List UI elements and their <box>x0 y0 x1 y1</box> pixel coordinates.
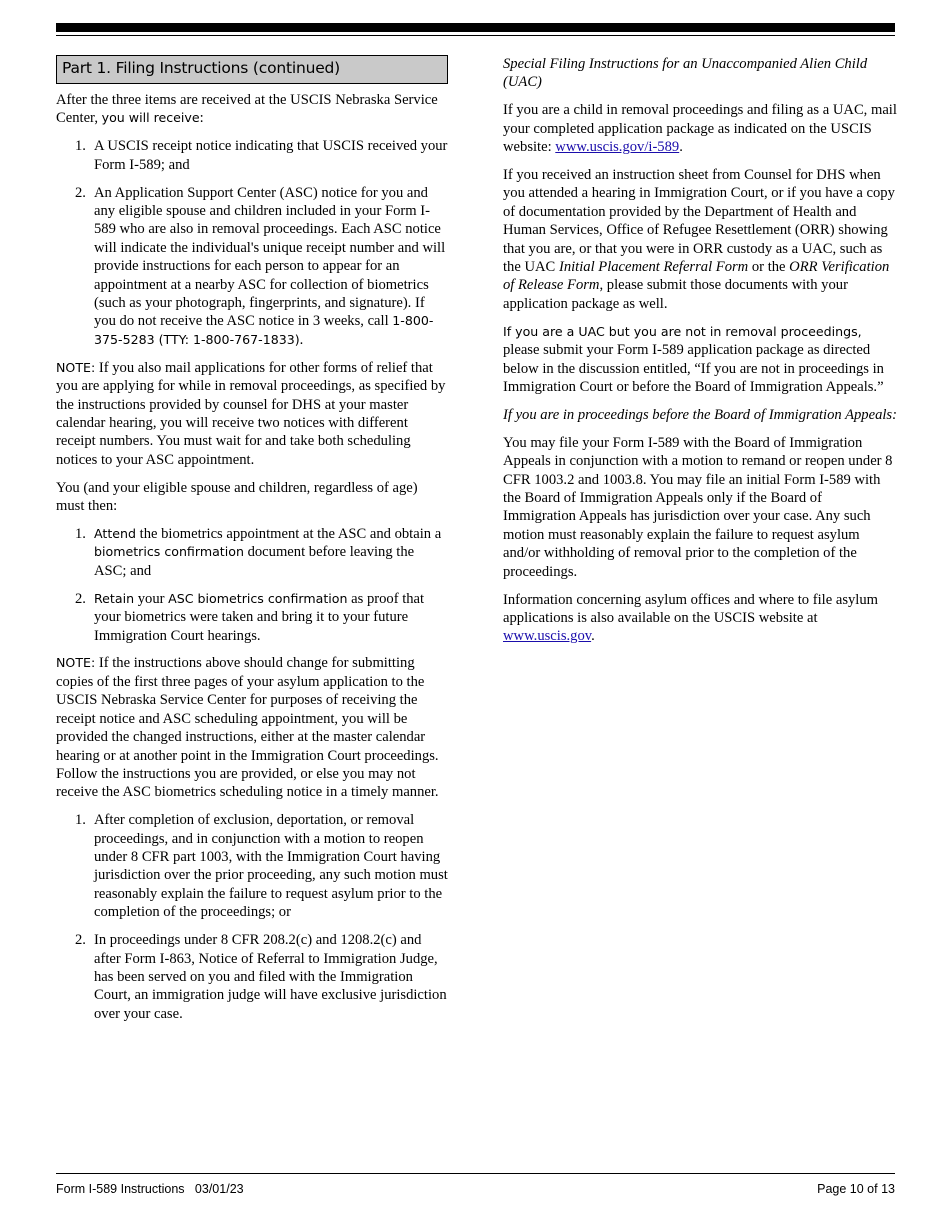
must-then-paragraph: You (and your eligible spouse and children, regardless of age) must then: <box>56 479 418 515</box>
uac-not-in-proceedings-paragraph: If you are a UAC but you are not in removal proceedings, please submit your Form I-589 application package as directed below in the discussion entitled, “If you are not in proceedings in Immigration Court or before the Board of Immigration Appeals.” <box>503 323 884 395</box>
top-thick-rule <box>56 23 895 32</box>
list-item: 2. Retain your ASC biometrics confirmation as proof that your biometrics were taken and bring it to your future Immigration Court hearings. <box>75 590 425 644</box>
uac-documentation-paragraph: If you received an instruction sheet from Counsel for DHS when you attended a hearing in Immigration Court, or if you have a copy of documentation provided by the Department of Health and Human Services, Office of Refugee Resettlement (ORR) showing that you are, or that you were in ORR custody as a UAC, such as the UAC Initial Placement Referral Form or the ORR Verification of Release Form, please submit those documents with your application package as well. <box>503 167 895 312</box>
footer-form-label: Form I-589 Instructions 03/01/23 <box>56 1182 244 1196</box>
asc-phone: 1-800-375-5283 (TTY: 1-800-767-1833) <box>94 313 434 347</box>
info-paragraph: Information concerning asylum offices and where to file asylum applications is also available on the USCIS website at www.uscis.gov. <box>503 591 878 645</box>
list-item: 2. An Application Support Center (ASC) notice for you and any eligible spouse and children included in your Form I-589 who are also in removal proceedings. Each ASC notice will indicate the individual's unique receipt number and will provide instructions for each person to appear for an appointment at a nearby ASC for collection of biometrics (such as your photograph, fingerprints, and signature). If you do not receive the ASC notice in 3 weeks, call 1-800-375-5283 (TTY: 1-800-767-1833). <box>75 184 446 348</box>
footer-rule <box>56 1173 895 1174</box>
receipt-list <box>56 137 448 349</box>
intro-paragraph: After the three items are received at the USCIS Nebraska Service Center, you will receive: <box>56 92 438 127</box>
uac-heading: Special Filing Instructions for an Unaccompanied Alien Child (UAC) <box>503 56 868 91</box>
list-item: 1. After completion of exclusion, deportation, or removal proceedings, and in conjunction with a motion to reopen under 8 CFR part 1003, with the Immigration Court having jurisdiction over the prior proceeding, any such motion must reasonably explain the failure to request asylum prior to the completion of the proceedings; or <box>75 812 448 921</box>
footer-page-number: Page 10 of 13 <box>817 1182 895 1196</box>
uscis-i589-link[interactable]: www.uscis.gov/i-589 <box>555 139 680 156</box>
top-thin-rule <box>56 35 895 36</box>
note-paragraph: NOTE: If the instructions above should change for submitting copies of the first three pages of your asylum application to the USCIS Nebraska Service Center for purposes of receiving the receipt notice and ASC scheduling appointment, you will be provided the changed instructions, either at the master calendar hearing or at another point in the Immigration Court proceedings. Follow the instructions you are provided, or else you may not receive the ASC biometrics scheduling notice in a timely manner. <box>56 655 439 801</box>
right-column <box>503 55 897 655</box>
note-paragraph: NOTE: If you also mail applications for other forms of relief that you are applying for while in removal proceedings, as specified by the instructions provided by counsel for DHS at your master calendar hearing, you will receive two notices with different receipt numbers. You must wait for and take both scheduling notices to your ASC appointment. <box>56 359 446 468</box>
bia-heading: If you are in proceedings before the Board of Immigration Appeals: <box>503 406 897 423</box>
list-item: 1. A USCIS receipt notice indicating that USCIS received your Form I-589; and <box>75 138 448 173</box>
note-label: NOTE: <box>56 655 96 671</box>
proceedings-list <box>56 811 448 1023</box>
list-item: 2. In proceedings under 8 CFR 208.2(c) and 1208.2(c) and after Form I-863, Notice of Referral to Immigration Judge, has been served on you and filed with the Immigration Court, an immigration judge will have exclusive jurisdiction over your case. <box>75 932 447 1022</box>
list-item: 1. Attend the biometrics appointment at the ASC and obtain a biometrics confirmation document before leaving the ASC; and <box>75 526 442 579</box>
note-label: NOTE: <box>56 359 96 375</box>
part-header: Part 1. Filing Instructions (continued) <box>56 55 448 84</box>
bia-paragraph: You may file your Form I-589 with the Board of Immigration Appeals in conjunction with a motion to remand or reopen under 8 CFR 1003.2 and 1003.8. You may file an initial Form I-589 with the Board of Immigration Appeals only if the Board of Immigration Appeals has jurisdiction over your case. Any such motion must reasonably explain the failure to request asylum and/or withholding of removal prior to the completion of the proceedings. <box>503 434 893 580</box>
uac-paragraph: If you are a child in removal proceedings and filing as a UAC, mail your completed application package as indicated on the USCIS website: www.uscis.gov/i-589. <box>503 102 897 156</box>
uscis-website-link[interactable]: www.uscis.gov <box>503 628 592 645</box>
left-column <box>56 55 448 1033</box>
biometrics-list <box>56 525 448 645</box>
